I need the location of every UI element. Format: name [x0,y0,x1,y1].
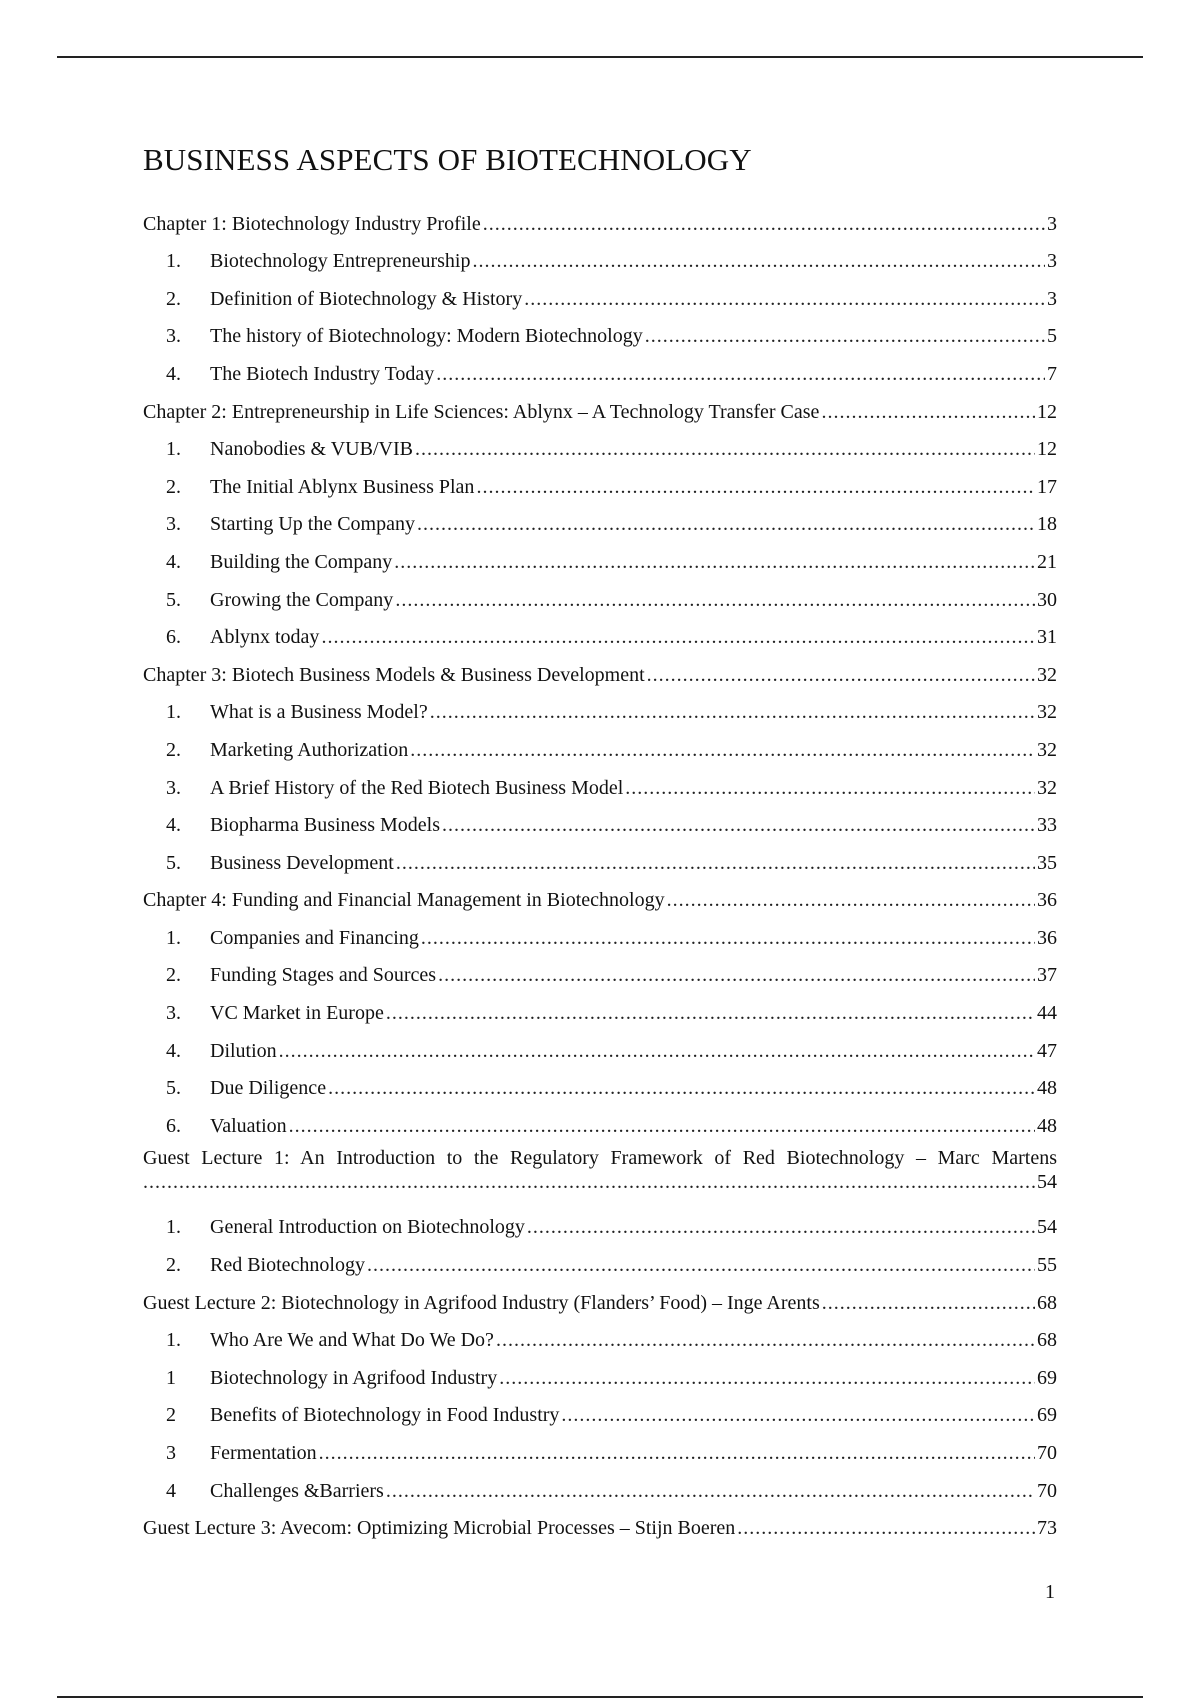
toc-entry-page: 17 [1037,475,1057,498]
toc-entry-number: 5. [166,851,181,874]
toc-section-entry[interactable] [143,1100,1057,1138]
toc-entry-label-group [143,1001,384,1025]
toc-entry-number: 1 [166,1366,176,1389]
toc-entry-label-group [143,1114,287,1138]
toc-section-entry[interactable] [143,762,1057,800]
bottom-rule [57,1696,1143,1698]
dot-leader [143,1170,1035,1194]
toc-entry-number: 1. [166,926,181,949]
toc-entry-label-group [143,1479,384,1503]
toc-entry-label-group [143,512,415,536]
toc-entry-label: Ablynx today [210,626,320,649]
dot-leader [328,1076,1035,1100]
toc-entry-page: 48 [1037,1077,1057,1100]
toc-entry-label-group [143,324,643,348]
toc-entry-label-group [143,1366,497,1390]
toc-entry-label-group [143,1516,735,1540]
toc-entry-page: 73 [1037,1517,1057,1540]
toc-entry-leader-line [143,1170,1057,1194]
toc-entry-label: Dilution [210,1039,277,1062]
toc-entry-label-group [143,588,393,612]
toc-entry-number: 1. [166,250,181,273]
toc-entry-page: 32 [1037,701,1057,724]
toc-entry-label: Fermentation [210,1442,317,1464]
toc-entry-label: Chapter 1: Biotechnology Industry Profile [143,212,481,235]
toc-entry-label-group [143,212,481,236]
toc-section-entry[interactable] [143,574,1057,612]
toc-entry-label-group [143,888,665,912]
toc-entry-label-group [143,963,436,987]
toc-entry-label-group [143,437,413,461]
dot-leader [415,437,1035,461]
dot-leader [476,475,1035,499]
dot-leader [473,249,1046,273]
toc-entry-number: 2. [166,738,181,761]
toc-entry-label: Who Are We and What Do We Do? [210,1329,494,1352]
toc-entry-label-group [143,663,645,687]
toc-entry-number: 5. [166,588,181,611]
toc-entry-label: Chapter 2: Entrepreneurship in Life Sciences: Ablynx – A Technology Transfer Case [143,400,820,423]
toc-entry-number: 1. [166,701,181,724]
toc-entry-page: 48 [1037,1114,1057,1137]
toc-entry-label: Business Development [210,851,394,874]
toc-entry-page: 69 [1037,1366,1057,1389]
toc-entry-label: Starting Up the Company [210,513,415,536]
dot-leader [496,1328,1035,1352]
toc-entry-number: 6. [166,1114,181,1137]
toc-entry-page: 54 [1037,1170,1057,1193]
toc-entry-label-group [143,926,419,950]
toc-section-entry[interactable] [143,1352,1057,1390]
toc-entry-page: 5 [1047,325,1057,348]
dot-leader [394,550,1035,574]
toc-entry-page: 54 [1037,1216,1057,1239]
toc-entry-page: 37 [1037,964,1057,987]
toc-entry-label-group [143,700,428,724]
dot-leader [821,400,1035,424]
dot-leader [524,287,1045,311]
toc-entry-label: Due Diligence [210,1077,327,1100]
dot-leader [737,1516,1035,1540]
toc-entry-label-group [143,1291,820,1315]
toc-entry-label: The Biotech Industry Today [210,362,435,385]
toc-entry-number: 3. [166,325,181,348]
toc-entry-label: Growing the Company [210,588,394,611]
toc-chapter-entry[interactable] [143,198,1057,236]
toc-section-entry[interactable] [143,273,1057,311]
toc-section-entry[interactable] [143,912,1057,950]
toc-entry-label: Chapter 4: Funding and Financial Management in Biotechnology [143,889,665,912]
toc-entry-label-group [143,1215,525,1239]
toc-entry-page: 32 [1037,663,1057,686]
toc-entry-label: General Introduction on Biotechnology [210,1216,525,1239]
toc-entry-number: 3. [166,1002,181,1025]
toc-entry-label: Biotechnology in Agrifood Industry [210,1366,498,1389]
toc-entry-label: Challenges &Barriers [210,1479,384,1502]
dot-leader [386,1479,1035,1503]
toc-chapter-entry[interactable] [143,1503,1057,1541]
toc-chapter-entry[interactable] [143,1277,1057,1315]
toc-section-entry[interactable] [143,536,1057,574]
toc-entry-number: 2. [166,1254,181,1277]
toc-chapter-entry[interactable] [143,649,1057,687]
toc-entry-label-group [143,1039,277,1063]
toc-entry-label: The history of Biotechnology: Modern Biotechnology [210,325,643,348]
toc-entry-page: 18 [1037,513,1057,536]
toc-entry-label: Guest Lecture 3: Avecom: Optimizing Microbial Processes – Stijn Boeren [143,1517,736,1540]
toc-entry-page: 21 [1037,550,1057,573]
toc-entry-number: 2. [166,287,181,310]
toc-entry-page: 3 [1047,212,1057,235]
toc-entry-page: 7 [1047,362,1057,385]
toc-entry-label: Guest Lecture 2: Biotechnology in Agrifood Industry (Flanders’ Food) – Inge Arents [143,1291,820,1314]
toc-section-entry[interactable] [143,1202,1057,1240]
toc-entry-label-group [143,287,522,311]
toc-entry-label: Guest Lecture 1: An Introduction to the Regulatory Framework of Red Biotechnology – Marc Martens [143,1146,1057,1169]
toc-entry-label-group [143,475,474,499]
toc-entry-label-group [143,550,392,574]
toc-entry-number: 5. [166,1077,181,1100]
document-title: BUSINESS ASPECTS OF BIOTECHNOLOGY [143,142,752,177]
toc-section-entry[interactable] [143,1239,1057,1277]
toc-entry-number: 3 [166,1442,176,1464]
toc-entry-label: Biotechnology Entrepreneurship [210,250,471,273]
toc-section-entry[interactable] [143,1427,1057,1465]
toc-section-entry[interactable] [143,800,1057,838]
toc-entry-label: VC Market in Europe [210,1002,384,1025]
toc-entry-page: 3 [1047,250,1057,273]
toc-entry-page: 70 [1037,1442,1057,1464]
dot-leader [396,851,1035,875]
toc-entry-page: 12 [1037,438,1057,461]
dot-leader [367,1253,1035,1277]
toc-entry-label: What is a Business Model? [210,701,428,724]
toc-entry-label: Funding Stages and Sources [210,964,437,987]
toc-section-entry[interactable] [143,612,1057,650]
toc-section-entry[interactable] [143,499,1057,537]
dot-leader [410,738,1035,762]
toc-section-entry[interactable] [143,1315,1057,1353]
toc-entry-label-group [143,1403,559,1427]
toc-entry-label-group [143,362,434,386]
toc-entry-page: 36 [1037,889,1057,912]
dot-leader [438,963,1035,987]
dot-leader [645,324,1045,348]
dot-leader [822,1291,1035,1315]
toc-entry-label: Red Biotechnology [210,1254,365,1277]
toc-entry-page: 44 [1037,1002,1057,1025]
toc-entry-number: 4. [166,1039,181,1062]
top-rule [57,56,1143,58]
toc-entry-number: 4. [166,362,181,385]
toc-section-entry[interactable] [143,424,1057,462]
toc-entry-page: 68 [1037,1329,1057,1352]
dot-leader [483,212,1045,236]
toc-section-entry[interactable] [143,687,1057,725]
toc-entry-number: 2. [166,475,181,498]
dot-leader [319,1441,1035,1465]
toc-section-entry[interactable] [143,950,1057,988]
dot-leader [561,1403,1035,1427]
toc-entry-label-group [143,1328,494,1352]
toc-entry-page: 69 [1037,1404,1057,1427]
toc-entry-label-group [143,1253,365,1277]
toc-entry-page: 55 [1037,1254,1057,1277]
toc-entry-page: 31 [1037,626,1057,649]
toc-entry-label: Benefits of Biotechnology in Food Industry [210,1404,560,1427]
dot-leader [289,1114,1035,1138]
toc-entry-number: 4. [166,550,181,573]
toc-entry-label: A Brief History of the Red Biotech Business Model [210,776,624,799]
toc-entry-page: 30 [1037,588,1057,611]
toc-entry-label-group [143,851,394,875]
dot-leader [442,813,1035,837]
toc-section-entry[interactable] [143,1063,1057,1101]
toc-entry-label-group [143,625,319,649]
toc-entry-number: 1. [166,1329,181,1352]
toc-entry-number: 4. [166,814,181,837]
toc-entry-label-group [143,1076,326,1100]
toc-entry-guest-lecture[interactable] [143,1138,1057,1202]
dot-leader [321,625,1035,649]
toc-entry-label-group [143,400,819,424]
toc-entry-label: Marketing Authorization [210,738,409,761]
toc-entry-label: Building the Company [210,550,393,573]
toc-entry-page: 47 [1037,1039,1057,1062]
toc-entry-page: 32 [1037,776,1057,799]
table-of-contents [143,198,1057,1540]
toc-section-entry[interactable] [143,1025,1057,1063]
toc-entry-number: 1. [166,1216,181,1239]
toc-entry-number: 2. [166,964,181,987]
toc-entry-number: 1. [166,438,181,461]
toc-entry-label-group [143,249,471,273]
toc-entry-label: Nanobodies & VUB/VIB [210,438,413,461]
toc-entry-label-group [143,776,623,800]
toc-entry-page: 32 [1037,738,1057,761]
toc-section-entry[interactable] [143,724,1057,762]
dot-leader [417,512,1035,536]
toc-entry-number: 4 [166,1479,176,1502]
toc-section-entry[interactable] [143,1465,1057,1503]
toc-entry-page: 68 [1037,1291,1057,1314]
toc-chapter-entry[interactable] [143,875,1057,913]
dot-leader [395,588,1035,612]
toc-chapter-entry[interactable] [143,386,1057,424]
toc-entry-label: Valuation [210,1114,287,1137]
dot-leader [421,926,1035,950]
toc-entry-label-group [143,813,440,837]
toc-entry-label: The Initial Ablynx Business Plan [210,475,475,498]
toc-entry-label: Companies and Financing [210,926,419,949]
dot-leader [436,362,1045,386]
toc-entry-label: Chapter 3: Biotech Business Models & Business Development [143,663,645,686]
toc-entry-page: 33 [1037,814,1057,837]
toc-entry-label-group [143,1441,317,1465]
dot-leader [527,1215,1035,1239]
toc-section-entry[interactable] [143,837,1057,875]
page-number: 1 [1045,1581,1055,1603]
toc-section-entry[interactable] [143,311,1057,349]
dot-leader [647,663,1035,687]
dot-leader [499,1366,1035,1390]
toc-entry-label: Definition of Biotechnology & History [210,287,523,310]
toc-entry-label-group [143,738,408,762]
toc-entry-page: 12 [1037,400,1057,423]
toc-section-entry[interactable] [143,348,1057,386]
dot-leader [625,776,1035,800]
toc-entry-number: 3. [166,776,181,799]
toc-section-entry[interactable] [143,236,1057,274]
toc-entry-number: 6. [166,626,181,649]
toc-entry-label: Biopharma Business Models [210,814,440,837]
toc-entry-number: 2 [166,1404,176,1427]
toc-entry-number: 3. [166,513,181,536]
toc-section-entry[interactable] [143,987,1057,1025]
toc-entry-page: 3 [1047,287,1057,310]
dot-leader [667,888,1035,912]
dot-leader [279,1039,1035,1063]
dot-leader [430,700,1035,724]
toc-entry-page: 70 [1037,1479,1057,1502]
dot-leader [386,1001,1035,1025]
toc-section-entry[interactable] [143,1390,1057,1428]
toc-section-entry[interactable] [143,461,1057,499]
toc-entry-page: 35 [1037,851,1057,874]
toc-entry-page: 36 [1037,926,1057,949]
